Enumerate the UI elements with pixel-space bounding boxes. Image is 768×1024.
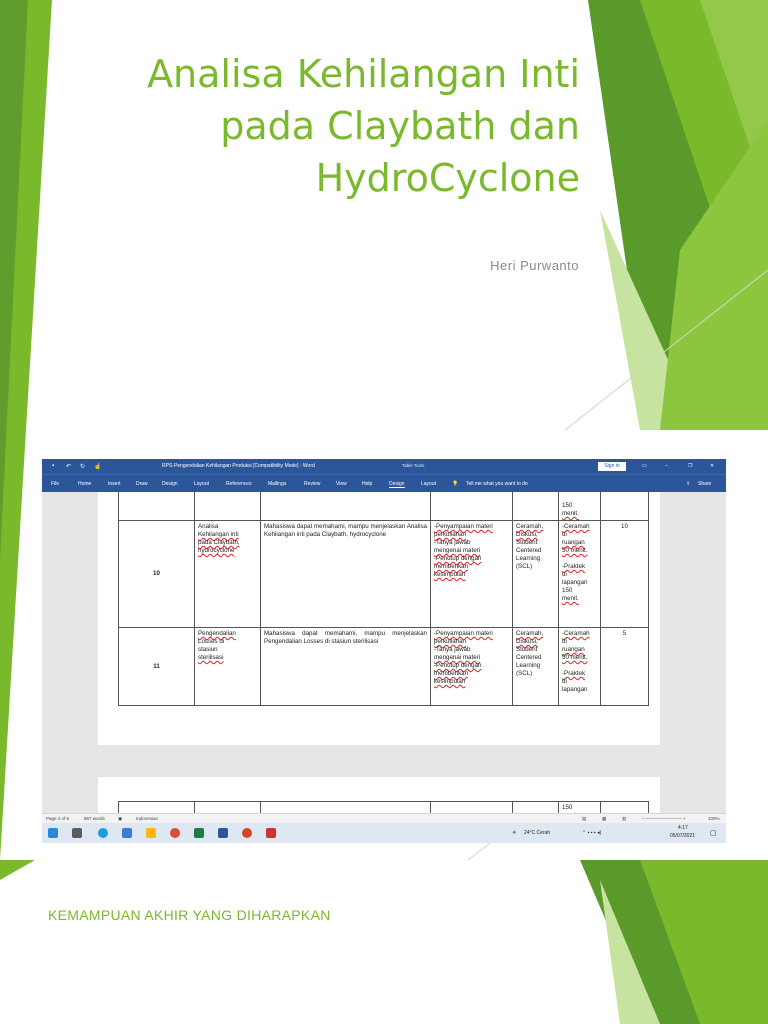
tab-help[interactable]: Help	[362, 481, 373, 487]
chrome-icon[interactable]	[170, 828, 180, 838]
window-title: RPS-Pengendalian Kehilangan Produksi [Compatibility Mode] - Word	[162, 463, 315, 469]
tab-mailings[interactable]: Mailings	[268, 481, 287, 487]
footer-label: KEMAMPUAN AKHIR YANG DIHARAPKAN	[48, 907, 331, 923]
document-area[interactable]	[42, 492, 726, 813]
rps-table-continued	[118, 801, 649, 813]
ribbon-tabs	[42, 474, 726, 493]
proofing-icon[interactable]: ▣	[118, 816, 123, 821]
redo-icon[interactable]: ↻	[80, 464, 86, 470]
table-row	[119, 628, 649, 706]
title-line-1: Analisa Kehilangan Inti	[147, 52, 580, 96]
meeting-number: 11	[119, 628, 195, 706]
read-mode-icon[interactable]: ▤	[582, 816, 587, 821]
activity-cell: -Penyampaian materi perkuliahan -Tanya jawab mengenai materi -Penutup dengan memberikan kesimpulan	[431, 521, 513, 628]
share-button[interactable]: Share	[698, 481, 712, 487]
edge-icon[interactable]	[98, 828, 108, 838]
tab-table-layout[interactable]: Layout	[421, 481, 437, 487]
ribbon-display-icon[interactable]: ▭	[642, 463, 647, 469]
outcome-cell: Mahasiswa dapat memahami, mampu menjelaskan Analisa Kehilangan inti pada Claybath, hydrocyclone	[261, 521, 431, 628]
zoom-level[interactable]: 100%	[708, 816, 720, 821]
web-layout-icon[interactable]: ▥	[622, 816, 627, 821]
table-row	[119, 492, 649, 521]
weather-icon: ☀	[512, 830, 517, 836]
title-line-2: pada Claybath dan	[220, 104, 580, 148]
table-row	[119, 521, 649, 628]
save-icon[interactable]: ▪	[52, 463, 55, 469]
document-page-2	[98, 777, 660, 813]
word-icon[interactable]	[218, 828, 228, 838]
tab-table-design[interactable]: Design	[389, 481, 405, 487]
table-row	[119, 802, 649, 814]
touch-mode-icon[interactable]: ☝	[94, 464, 102, 470]
tray-icons[interactable]: ⌃ ▪ ▪ ▪ ◂)	[582, 830, 602, 836]
minimize-icon[interactable]: –	[665, 463, 668, 469]
restore-icon[interactable]: ❐	[688, 463, 693, 469]
slide-title	[120, 48, 580, 204]
notifications-icon[interactable]: ▢	[710, 830, 717, 837]
close-icon[interactable]: ✕	[710, 463, 715, 469]
time-cell: 150	[559, 802, 601, 814]
author-name: Heri Purwanto	[490, 258, 579, 273]
store-icon[interactable]	[122, 828, 132, 838]
excel-icon[interactable]	[194, 828, 204, 838]
print-layout-icon[interactable]: ▦	[602, 816, 607, 821]
language-indicator[interactable]: Indonesian	[136, 816, 159, 821]
tab-layout[interactable]: Layout	[194, 481, 210, 487]
powerpoint-icon[interactable]	[242, 828, 252, 838]
outcome-cell: Mahasiswa dapat memahami, mampu menjelaskan Pengendalian Losses di stasiun sterilisasi	[261, 628, 431, 706]
zoom-slider[interactable]: – ———————— +	[642, 816, 686, 821]
share-icon[interactable]: ⇪	[686, 481, 691, 487]
tab-design[interactable]: Design	[162, 481, 178, 487]
title-line-3: HydroCyclone	[315, 156, 580, 200]
page-indicator[interactable]: Page 4 of 6	[46, 816, 70, 821]
weather-text[interactable]: 24°C Cerah	[524, 830, 551, 836]
method-cell: Ceramah, Diskusi, Student Centered Learning (SCL)	[513, 628, 559, 706]
method-cell: Ceramah, Diskusi, Student Centered Learning (SCL)	[513, 521, 559, 628]
task-view-icon[interactable]	[72, 828, 82, 838]
tab-view[interactable]: View	[336, 481, 347, 487]
clock-time[interactable]: 4:17	[678, 825, 688, 831]
time-cell: -Ceramah di ruangan 50 menit. -Praktek di lapangan 150 menit.	[559, 521, 601, 628]
tab-references[interactable]: References	[226, 481, 252, 487]
word-title-bar	[42, 459, 726, 474]
meeting-number: 10	[119, 521, 195, 628]
tab-insert[interactable]: Insert	[108, 481, 121, 487]
bottom-left-triangle	[0, 860, 35, 880]
time-cell: -Ceramah di ruangan 50 menit. -Praktek di lapangan	[559, 628, 601, 706]
windows-taskbar	[42, 823, 726, 843]
topic-cell: Analisa Kehilangan inti pada Claybath, hydrocyclone	[195, 521, 261, 628]
tab-home[interactable]: Home	[78, 481, 92, 487]
weight-cell: 10	[601, 521, 649, 628]
word-screenshot	[42, 459, 726, 843]
tell-me-search[interactable]: Tell me what you want to do	[466, 481, 528, 487]
tab-file[interactable]: File	[51, 481, 60, 487]
tab-review[interactable]: Review	[304, 481, 321, 487]
app-icon[interactable]	[266, 828, 276, 838]
time-cell: 150 menit.	[559, 492, 601, 521]
windows-start-icon[interactable]	[48, 828, 58, 838]
weight-cell: 5	[601, 628, 649, 706]
lightbulb-icon: 💡	[452, 481, 459, 487]
file-explorer-icon[interactable]	[146, 828, 156, 838]
document-page	[98, 492, 660, 745]
topic-cell: Pengendalian Losses di stasiun sterilisasi	[195, 628, 261, 706]
undo-icon[interactable]: ↶	[66, 464, 72, 470]
rps-table	[118, 492, 649, 706]
clock-date[interactable]: 05/07/2021	[670, 833, 696, 839]
table-tools-label: Table Tools	[402, 463, 425, 468]
tab-draw[interactable]: Draw	[136, 481, 148, 487]
sign-in-button[interactable]: Sign in	[598, 462, 626, 471]
activity-cell: -Penyampaian materi perkuliahan -Tanya jawab mengenai materi -Penutup dengan memberikan kesimpulan	[431, 628, 513, 706]
word-count[interactable]: 867 words	[84, 816, 105, 821]
